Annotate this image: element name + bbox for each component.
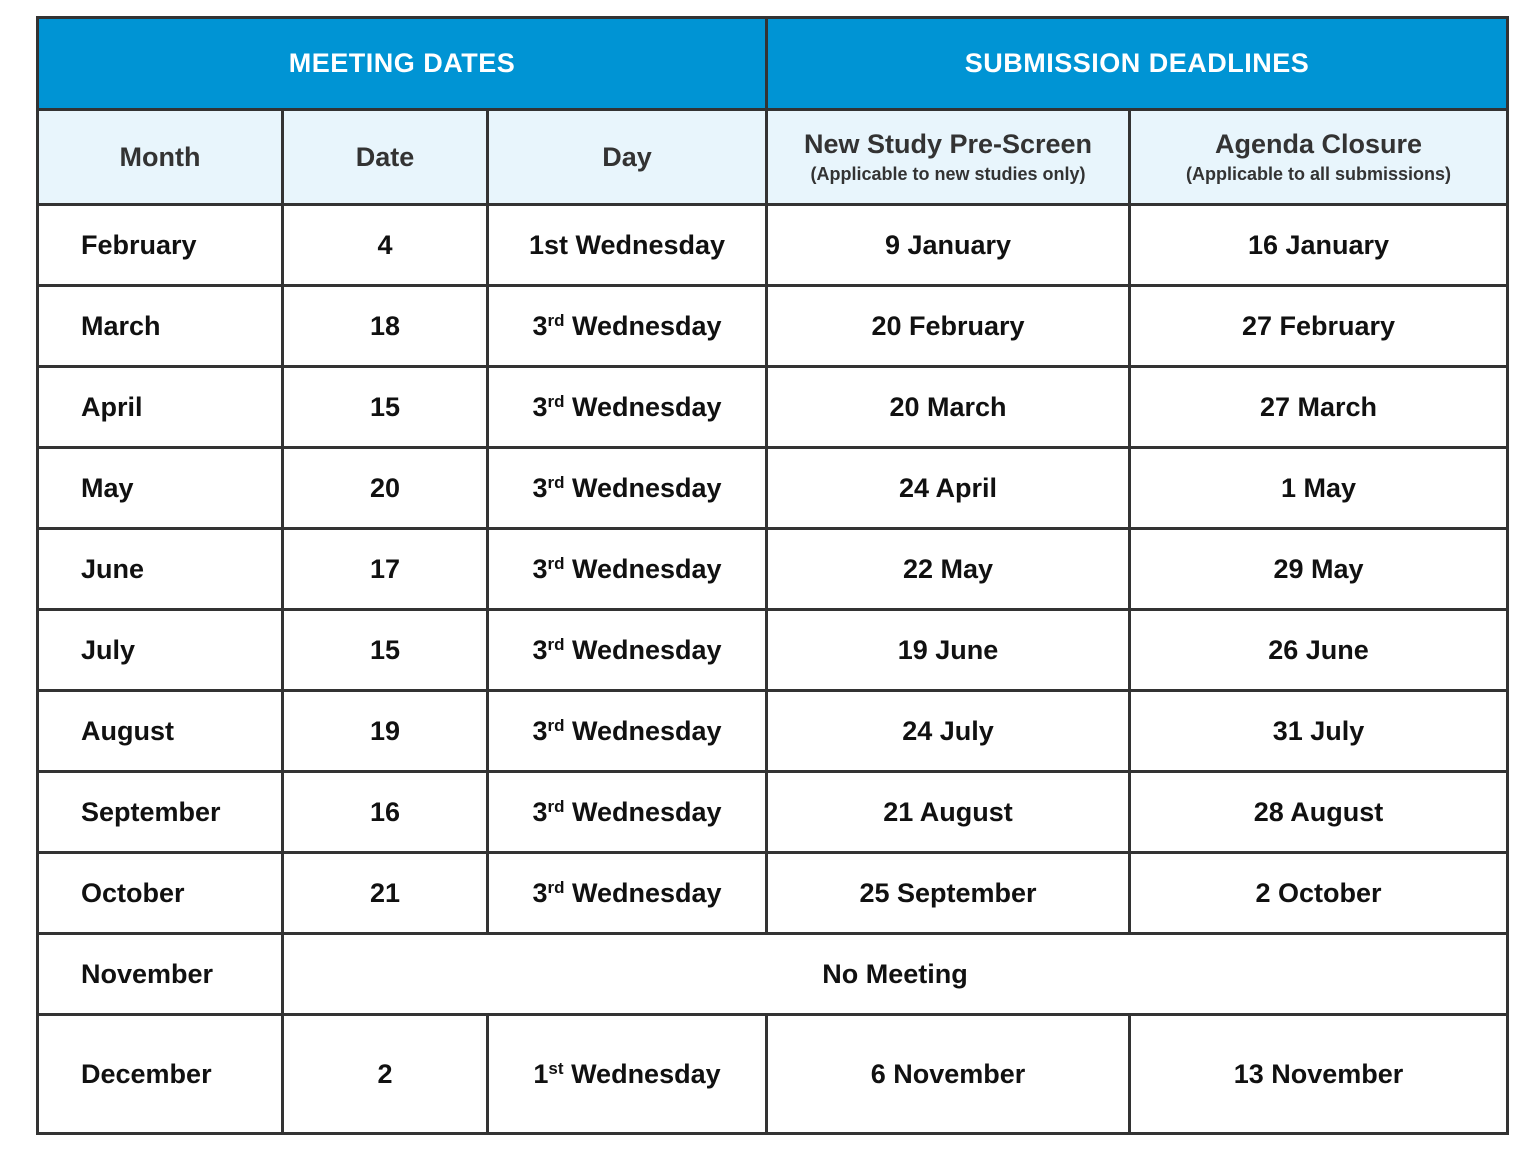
table-row-no-meeting [38, 934, 1508, 1015]
table-row [38, 691, 1508, 772]
table-row [38, 367, 1508, 448]
table-row [38, 1015, 1508, 1134]
date-cell: 15 [283, 367, 488, 448]
pre-screen-cell: 19 June [767, 610, 1130, 691]
date-cell: 19 [283, 691, 488, 772]
date-cell: 2 [283, 1015, 488, 1134]
pre-screen-cell: 24 July [767, 691, 1130, 772]
month-cell: October [38, 853, 283, 934]
month-column-header: Month [38, 110, 283, 205]
agenda-cell: 27 February [1130, 286, 1508, 367]
month-cell: April [38, 367, 283, 448]
agenda-cell: 31 July [1130, 691, 1508, 772]
date-cell: 17 [283, 529, 488, 610]
day-cell: 3rd Wednesday [488, 286, 767, 367]
date-cell: 4 [283, 205, 488, 286]
table-row [38, 286, 1508, 367]
meeting-schedule-table [36, 16, 1509, 1135]
date-cell: 15 [283, 610, 488, 691]
table-row [38, 610, 1508, 691]
agenda-note: (Applicable to all submissions) [1186, 164, 1452, 184]
day-cell: 3rd Wednesday [488, 853, 767, 934]
agenda-cell: 13 November [1130, 1015, 1508, 1134]
date-cell: 21 [283, 853, 488, 934]
pre-screen-cell: 9 January [767, 205, 1130, 286]
day-cell: 3rd Wednesday [488, 529, 767, 610]
date-column-header: Date [283, 110, 488, 205]
pre-screen-cell: 25 September [767, 853, 1130, 934]
table-row [38, 205, 1508, 286]
meeting-dates-header: MEETING DATES [38, 18, 767, 110]
day-cell: 3rd Wednesday [488, 691, 767, 772]
month-cell: July [38, 610, 283, 691]
pre-screen-column-header [767, 110, 1130, 205]
agenda-cell: 2 October [1130, 853, 1508, 934]
agenda-cell: 27 March [1130, 367, 1508, 448]
pre-screen-cell: 20 March [767, 367, 1130, 448]
pre-screen-cell: 6 November [767, 1015, 1130, 1134]
pre-screen-note: (Applicable to new studies only) [810, 164, 1086, 184]
pre-screen-cell: 20 February [767, 286, 1130, 367]
month-cell: November [38, 934, 283, 1015]
agenda-column-header [1130, 110, 1508, 205]
month-cell: February [38, 205, 283, 286]
pre-screen-title: New Study Pre-Screen [803, 129, 1093, 159]
month-cell: June [38, 529, 283, 610]
day-cell: 3rd Wednesday [488, 448, 767, 529]
agenda-cell: 29 May [1130, 529, 1508, 610]
day-cell: 3rd Wednesday [488, 610, 767, 691]
month-cell: May [38, 448, 283, 529]
date-cell: 18 [283, 286, 488, 367]
date-cell: 20 [283, 448, 488, 529]
month-cell: March [38, 286, 283, 367]
submission-deadlines-header: SUBMISSION DEADLINES [767, 18, 1508, 110]
day-cell: 1st Wednesday [488, 1015, 767, 1134]
day-cell: 1st Wednesday [488, 205, 767, 286]
no-meeting-cell: No Meeting [283, 934, 1508, 1015]
agenda-cell: 1 May [1130, 448, 1508, 529]
table-row [38, 529, 1508, 610]
table-row [38, 853, 1508, 934]
date-cell: 16 [283, 772, 488, 853]
table-row [38, 448, 1508, 529]
agenda-title: Agenda Closure [1215, 129, 1423, 159]
column-header-row [38, 110, 1508, 205]
agenda-cell: 16 January [1130, 205, 1508, 286]
month-cell: December [38, 1015, 283, 1134]
agenda-cell: 26 June [1130, 610, 1508, 691]
day-cell: 3rd Wednesday [488, 772, 767, 853]
day-cell: 3rd Wednesday [488, 367, 767, 448]
month-cell: August [38, 691, 283, 772]
pre-screen-cell: 22 May [767, 529, 1130, 610]
group-header-row [38, 18, 1508, 110]
pre-screen-cell: 24 April [767, 448, 1130, 529]
table-row [38, 772, 1508, 853]
pre-screen-cell: 21 August [767, 772, 1130, 853]
day-column-header: Day [488, 110, 767, 205]
agenda-cell: 28 August [1130, 772, 1508, 853]
month-cell: September [38, 772, 283, 853]
